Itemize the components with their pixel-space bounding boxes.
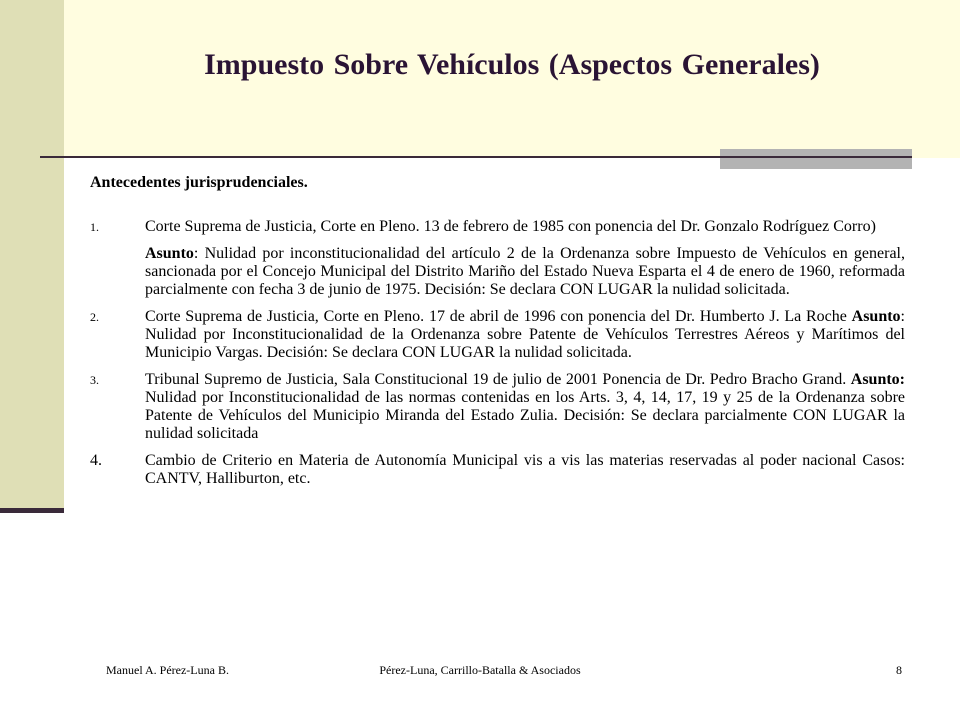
item-text: Cambio de Criterio en Materia de Autonomía Municipal vis a vis las materias reservadas al poder nacional Casos: CANTV, Halliburton, etc. [145,452,905,487]
item-text: Tribunal Supremo de Justicia, Sala Constitucional 19 de julio de 2001 Ponencia de Dr. Pedro Bracho Grand. [145,371,851,388]
left-strip-cap [0,508,64,513]
item-text-after: : Nulidad por Inconstitucionalidad de la Ordenanza sobre Patente de Vehículos Terrestres Aéreos y Marítimos del Municipio Vargas. Decisión: Se declara CON LUGAR la nulidad solicitada. [145,308,905,361]
page-number: 8 [896,663,902,677]
title-rule [40,156,912,158]
item-sub-paragraph [90,245,905,299]
footer-author: Manuel A. Pérez-Luna B. [106,663,229,677]
left-accent-strip [0,0,64,512]
item-number: 2. [90,310,99,324]
asunto-label: Asunto: [850,371,905,388]
list-item [90,218,905,236]
slide-body [90,174,905,497]
item-text-after: Nulidad por Inconstitucionalidad de las normas contenidas en los Arts. 3, 4, 14, 17, 19 y 25 de la Ordenanza sobre Patente de Vehículos del Municipio Miranda del Estado Zulia. Decisión: Se declara parcialmente CON LUGAR la nulidad solicitada [145,389,905,442]
asunto-label: Asunto [145,245,194,262]
item-number: 4. [90,452,102,469]
list-item [90,308,905,362]
asunto-text: : Nulidad por inconstitucionalidad del artículo 2 de la Ordenanza sobre Impuesto de Vehículos en general, sancionada por el Concejo Municipal del Distrito Mariño del Estado Nueva Esparta el 4 de enero de 1960, reformada parcialmente con fecha 3 de junio de 1975. Decisión: Se declara CON LUGAR la nulidad solicitada. [145,245,905,298]
section-heading: Antecedentes jurisprudenciales. [90,174,308,191]
list-item [90,452,905,488]
item-text: Corte Suprema de Justicia, Corte en Pleno. 13 de febrero de 1985 con ponencia del Dr. Gonzalo Rodríguez Corro) [145,218,876,235]
title-rule-accent [720,149,912,169]
footer-firm: Pérez-Luna, Carrillo-Batalla & Asociados [379,663,581,677]
item-number: 1. [90,220,99,234]
list-item [90,371,905,443]
slide-title: Impuesto Sobre Vehículos (Aspectos Generales) [204,48,820,81]
item-text: Corte Suprema de Justicia, Corte en Pleno. 17 de abril de 1996 con ponencia del Dr. Humberto J. La Roche [145,308,852,325]
item-number: 3. [90,373,99,387]
asunto-label: Asunto [851,308,901,325]
